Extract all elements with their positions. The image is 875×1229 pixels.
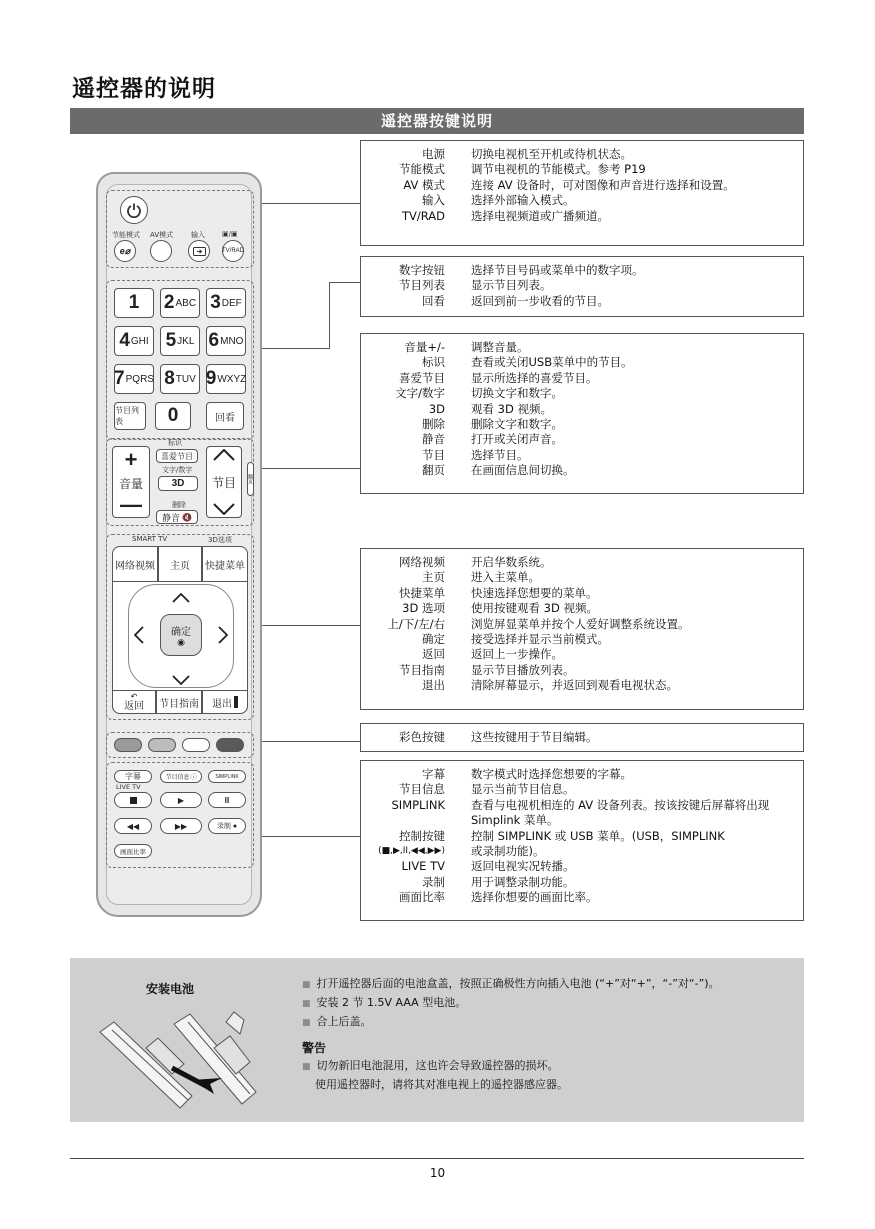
number-4-button[interactable]	[114, 326, 154, 356]
number-digit: 3	[210, 292, 221, 313]
av-mode-label: AV模式	[150, 231, 174, 239]
number-9-button[interactable]	[206, 364, 246, 394]
key-name: 翻页	[422, 463, 445, 478]
favorite-button[interactable]: 喜爱节目	[156, 449, 198, 463]
number-7-button[interactable]	[114, 364, 154, 394]
tvrad-button[interactable]: TV/RAD	[222, 240, 244, 262]
livetv-label: LIVE TV	[116, 783, 141, 791]
tvrad-top-label: ▣/▣	[222, 230, 238, 238]
description-row	[361, 678, 803, 693]
rewind-icon: ◀◀	[126, 821, 140, 831]
chevron-down-icon	[213, 503, 235, 515]
key-description: 这些按键用于节目编辑。	[471, 730, 598, 744]
fast-forward-icon: ▶▶	[174, 821, 188, 831]
description-box	[360, 723, 804, 752]
description-row	[361, 570, 803, 585]
key-name: 节能模式	[399, 162, 445, 177]
battery-step: ■ 合上后盖。	[302, 1013, 782, 1032]
info-button[interactable]	[160, 770, 202, 783]
key-description: 选择节目号码或菜单中的数字项。	[471, 263, 644, 277]
battery-title: 安装电池	[145, 982, 194, 996]
connector-line	[329, 282, 330, 349]
key-name: 控制按键	[399, 828, 445, 843]
description-row	[361, 844, 803, 859]
nav-left-button[interactable]	[134, 626, 144, 648]
number-digit: 2	[163, 292, 175, 313]
warning-title: 警告	[302, 1041, 327, 1055]
key-description: 在画面信息间切换。	[471, 463, 575, 478]
description-box	[360, 256, 804, 317]
description-row	[361, 617, 803, 632]
key-name: 上/下/左/右	[387, 616, 445, 631]
description-row	[361, 178, 803, 193]
description-row	[361, 647, 803, 662]
key-name: 节目信息	[399, 782, 445, 797]
number-5-button[interactable]	[160, 326, 200, 356]
input-button[interactable]	[188, 240, 210, 262]
page-button[interactable]: 翻页	[247, 462, 254, 496]
description-row	[361, 829, 803, 844]
description-row	[361, 340, 803, 355]
record-label: 录制	[216, 823, 231, 830]
home-button[interactable]: 主页	[158, 546, 202, 582]
key-description: 连接 AV 设备时，可对图像和声音进行选择和设置。	[471, 177, 735, 192]
connector-line	[329, 282, 360, 283]
key-name: SIMPLINK	[391, 797, 445, 812]
key-name: 数字按钮	[399, 263, 445, 277]
key-name: 输入	[422, 193, 445, 208]
color-key-1[interactable]	[114, 738, 142, 752]
minus-icon: —	[120, 492, 142, 517]
description-row	[361, 162, 803, 177]
key-name: 退出	[422, 678, 445, 693]
key-name: 文字/数字	[395, 386, 445, 401]
mark-label: 标识	[168, 439, 182, 447]
key-description: 查看或关闭USB菜单中的节目。	[471, 355, 633, 370]
description-row	[361, 448, 803, 463]
warning-line: 使用遥控器时，请将其对准电视上的遥控器感应器。	[315, 1078, 568, 1091]
description-row	[361, 890, 803, 905]
stop-button[interactable]	[114, 792, 152, 808]
key-description: 观看 3D 视频。	[471, 401, 552, 416]
battery-remote-illustration	[96, 1008, 296, 1114]
battery-step: ■ 打开遥控器后面的电池盒盖，按照正确极性方向插入电池 (“+”对“+”，“-”对“-”)。	[302, 975, 782, 994]
play-button[interactable]	[160, 792, 202, 808]
mute-icon: 🔇	[182, 512, 192, 522]
description-box	[360, 548, 804, 710]
key-name: 主页	[422, 570, 445, 585]
description-row	[361, 798, 803, 829]
description-row	[361, 147, 803, 162]
up-arrow-icon	[172, 593, 190, 603]
number-letters: JKL	[177, 335, 195, 347]
key-description: 进入主菜单。	[471, 570, 540, 585]
input-icon	[193, 247, 206, 256]
exit-icon	[234, 696, 238, 708]
number-letters: GHI	[130, 335, 149, 347]
program-rocker[interactable]	[206, 446, 242, 518]
key-name: 节目	[422, 447, 445, 462]
number-digit: 1	[128, 292, 140, 313]
key-name: AV 模式	[403, 177, 445, 192]
description-row	[361, 278, 803, 293]
key-name: 录制	[422, 874, 445, 889]
number-letters: DEF	[221, 297, 242, 309]
description-row	[361, 193, 803, 208]
power-icon	[126, 202, 142, 218]
key-name: 确定	[422, 632, 445, 647]
return-button[interactable]	[112, 690, 156, 714]
section-title-bar: 遥控器按键说明	[70, 108, 804, 134]
ok-label: 确定	[171, 627, 191, 638]
return-icon: ↶	[130, 692, 138, 701]
fast-forward-button[interactable]	[160, 818, 202, 834]
key-description: 返回上一步操作。	[471, 647, 563, 662]
chevron-up-icon	[213, 449, 235, 461]
key-name: 3D 选项	[402, 601, 445, 616]
connector-line	[262, 836, 360, 837]
description-box	[360, 333, 804, 494]
description-row	[361, 555, 803, 570]
energy-mode-label: 节能模式	[112, 231, 140, 239]
description-row	[361, 632, 803, 647]
number-letters: WXYZ	[217, 373, 247, 385]
number-digit: 9	[205, 368, 217, 389]
av-mode-button[interactable]	[150, 240, 172, 262]
key-description: 选择节目。	[471, 447, 529, 462]
key-name: LIVE TV	[401, 859, 445, 874]
color-key-3[interactable]	[182, 738, 210, 752]
key-name: 喜爱节目	[399, 370, 445, 385]
description-row	[361, 859, 803, 874]
key-name: 标识	[422, 355, 445, 370]
number-letters: PQRS	[125, 373, 154, 385]
key-description: 显示节目列表。	[471, 278, 552, 293]
guide-button[interactable]: 节目指南	[156, 690, 202, 714]
description-row	[361, 767, 803, 782]
program-label: 节目	[211, 475, 236, 490]
description-row	[361, 463, 803, 478]
description-row	[361, 432, 803, 447]
left-arrow-icon	[134, 626, 144, 644]
nav-right-button[interactable]	[218, 626, 228, 648]
number-3-button[interactable]	[206, 288, 246, 318]
info-label: 节目信息	[165, 775, 190, 781]
nav-up-button[interactable]	[172, 588, 190, 607]
key-description: 开启华数系统。	[471, 555, 552, 569]
number-0-button[interactable]: 0	[155, 402, 191, 430]
battery-step: ■ 安装 2 节 1.5V AAA 型电池。	[302, 994, 782, 1013]
key-name: 网络视频	[399, 555, 445, 569]
warning-line: ■ 切勿新旧电池混用，这也许会导致遥控器的损坏。	[302, 1057, 782, 1076]
description-row	[361, 263, 803, 278]
aspect-ratio-button[interactable]: 画面比率	[114, 844, 152, 858]
smart-tv-label: SMART TV	[132, 535, 168, 543]
input-label: 输入	[191, 231, 205, 239]
stop-icon	[130, 797, 137, 804]
key-description: 清除屏幕显示，并返回到观看电视状态。	[471, 678, 678, 693]
key-name: 3D	[428, 401, 445, 416]
ok-button[interactable]	[160, 614, 202, 656]
exit-button[interactable]	[202, 690, 248, 714]
description-row	[361, 209, 803, 224]
color-key-2[interactable]	[148, 738, 176, 752]
key-description: 调节电视机的节能模式。参考 P19	[471, 162, 646, 177]
nav-down-button[interactable]	[172, 670, 190, 689]
battery-section	[70, 958, 804, 1122]
key-name: 音量+/-	[404, 340, 445, 354]
3d-button[interactable]: 3D	[158, 476, 198, 491]
footer-rule	[70, 1158, 804, 1159]
ok-dot-icon: ◉	[177, 637, 185, 647]
simplink-button[interactable]: SIMPLINK	[208, 770, 246, 783]
key-description: 查看与电视机相连的 AV 设备列表。按该按键后屏幕将出现 Simplink 菜单。	[471, 797, 770, 828]
back-view-button[interactable]: 回看	[206, 402, 244, 430]
number-letters: ABC	[175, 297, 197, 309]
record-button[interactable]	[208, 818, 246, 834]
pause-icon: II	[224, 795, 230, 805]
key-name: 删除	[422, 417, 445, 432]
key-description: 使用按键观看 3D 视频。	[471, 601, 598, 616]
connector-line	[262, 625, 360, 626]
number-2-button[interactable]	[160, 288, 200, 318]
description-row	[361, 386, 803, 401]
key-name: TV/RAD	[401, 208, 445, 223]
number-digit: 8	[164, 368, 175, 389]
info-icon: ⓘ	[190, 775, 197, 781]
key-description: 显示当前节目信息。	[471, 782, 575, 797]
3d-option-label: 3D选项	[208, 536, 232, 544]
mute-button[interactable]	[156, 510, 198, 524]
number-digit: 6	[208, 330, 220, 351]
number-digit: 4	[119, 330, 130, 351]
description-row	[361, 355, 803, 370]
description-row	[361, 875, 803, 890]
connector-line	[262, 741, 360, 742]
connector-line	[262, 468, 360, 469]
power-button[interactable]	[120, 196, 148, 224]
key-description: 或录制功能)。	[471, 844, 545, 859]
return-label: 返回	[124, 701, 144, 712]
connector-line	[262, 348, 330, 349]
text-number-label: 文字/数字	[162, 466, 193, 474]
key-description: 浏览屏显菜单并按个人爱好调整系统设置。	[471, 616, 690, 631]
remote-control-illustration	[96, 172, 262, 917]
description-row	[361, 586, 803, 601]
number-digit: 5	[165, 330, 177, 351]
down-arrow-icon	[172, 675, 190, 685]
key-description: 控制 SIMPLINK 或 USB 菜单。(USB，SIMPLINK	[471, 828, 725, 843]
battery-instructions	[302, 975, 782, 1093]
record-icon: ●	[232, 822, 238, 830]
description-row	[361, 730, 803, 745]
key-name: 静音	[422, 432, 445, 447]
key-description: 显示节目播放列表。	[471, 662, 575, 677]
key-description: 返回电视实况转播。	[471, 859, 575, 874]
number-1-button[interactable]	[114, 288, 154, 318]
number-6-button[interactable]	[206, 326, 246, 356]
key-description: 数字模式时选择您想要的字幕。	[471, 767, 632, 781]
key-name: 字幕	[422, 767, 445, 781]
delete-label: 删除	[172, 501, 186, 509]
key-name: 彩色按键	[399, 730, 445, 744]
rewind-button[interactable]	[114, 818, 152, 834]
key-description: 选择外部输入模式。	[471, 193, 575, 208]
number-8-button[interactable]	[160, 364, 200, 394]
key-description: 显示所选择的喜爱节目。	[471, 370, 598, 385]
description-row	[361, 371, 803, 386]
number-letters: TUV	[175, 373, 196, 385]
plus-icon: +	[124, 447, 138, 472]
key-description: 删除文字和数字。	[471, 417, 563, 432]
key-name: 返回	[422, 647, 445, 662]
key-name: 快捷菜单	[399, 585, 445, 600]
key-description: 接受选择并显示当前模式。	[471, 632, 609, 647]
key-description: 返回到前一步收看的节目。	[471, 293, 609, 308]
connector-line	[262, 203, 360, 204]
volume-label: 音量	[118, 476, 143, 491]
energy-mode-button[interactable]: e⌀	[114, 240, 136, 262]
mute-label: 静音	[162, 512, 181, 523]
page-number: 10	[429, 1166, 446, 1180]
description-row	[361, 782, 803, 797]
key-description: 切换文字和数字。	[471, 386, 563, 401]
key-name: 节目列表	[399, 278, 445, 293]
key-description: 切换电视机至开机或待机状态。	[471, 147, 632, 161]
subtitle-button[interactable]: 字幕	[114, 770, 152, 783]
number-letters: MNO	[220, 335, 244, 347]
right-arrow-icon	[218, 626, 228, 644]
description-box	[360, 760, 804, 921]
key-description: 调整音量。	[471, 340, 529, 354]
key-description: 选择电视频道或广播频道。	[471, 208, 609, 223]
description-row	[361, 601, 803, 616]
net-video-button[interactable]: 网络视频	[112, 546, 158, 582]
key-name: 画面比率	[399, 890, 445, 905]
description-row	[361, 417, 803, 432]
program-list-button[interactable]: 节目列表	[114, 402, 146, 430]
volume-rocker[interactable]	[112, 446, 150, 518]
key-name: 电源	[422, 147, 445, 161]
quick-menu-button[interactable]: 快捷菜单	[202, 546, 248, 582]
key-name: 节目指南	[399, 662, 445, 677]
key-description: 打开或关闭声音。	[471, 432, 563, 447]
exit-label: 退出	[212, 698, 232, 710]
play-icon: ▶	[177, 795, 185, 805]
pause-button[interactable]	[208, 792, 246, 808]
key-description: 快速选择您想要的菜单。	[471, 585, 598, 600]
description-row	[361, 402, 803, 417]
number-digit: 7	[114, 368, 125, 389]
color-key-4[interactable]	[216, 738, 244, 752]
description-row	[361, 294, 803, 309]
key-description: 选择你想要的画面比率。	[471, 890, 598, 905]
key-name: (■,▶,II,◀◀,▶▶)	[378, 846, 445, 857]
key-name: 回看	[422, 293, 445, 308]
description-row	[361, 663, 803, 678]
description-box	[360, 140, 804, 246]
key-description: 用于调整录制功能。	[471, 874, 575, 889]
page-title: 遥控器的说明	[72, 76, 216, 102]
